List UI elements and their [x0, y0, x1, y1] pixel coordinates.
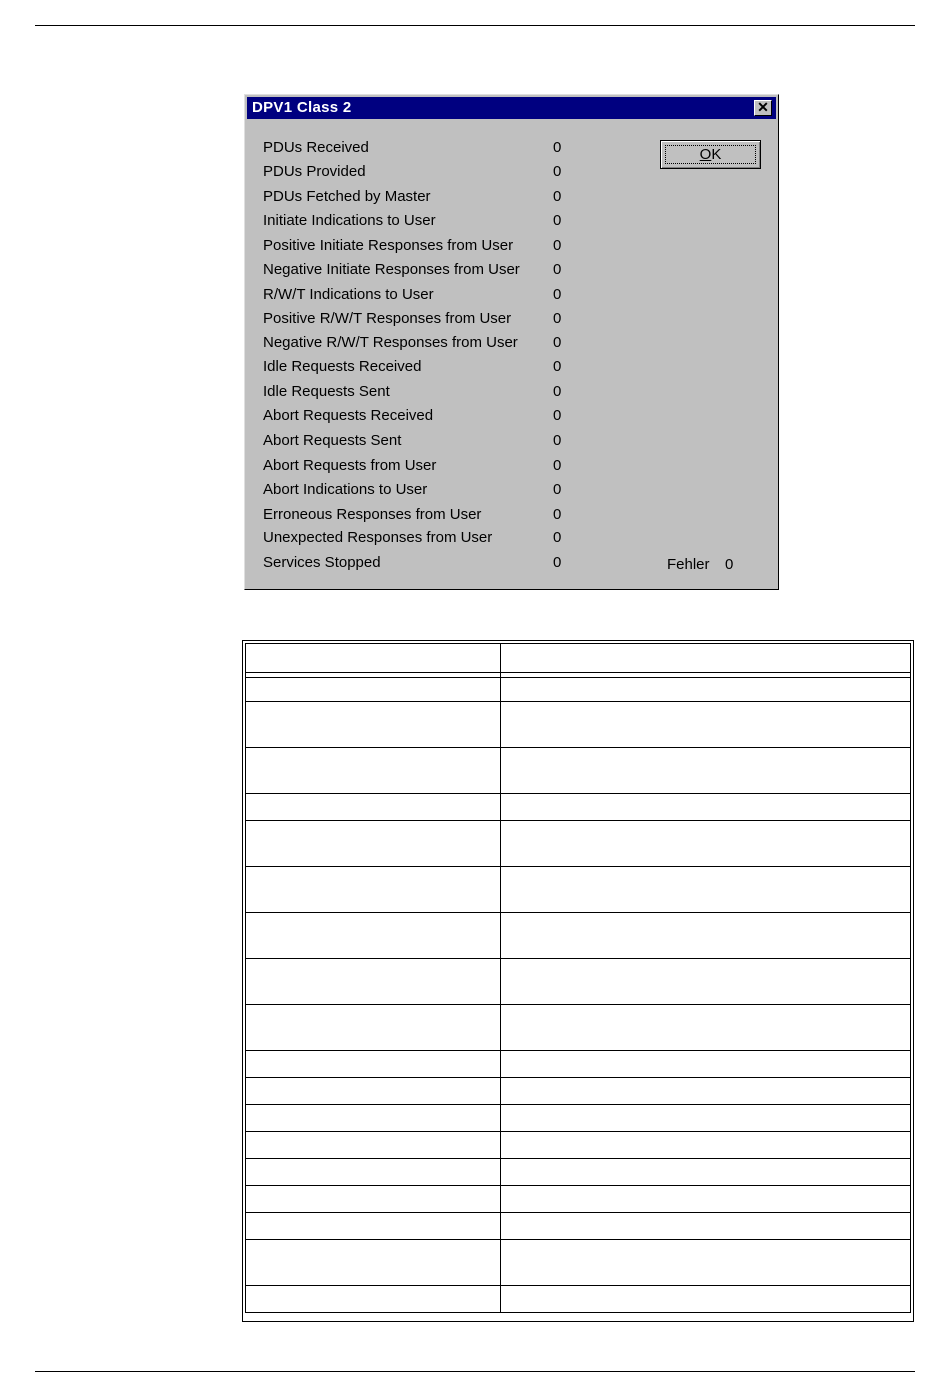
table-cell [501, 644, 911, 673]
table-cell [246, 748, 501, 794]
stat-label: Abort Requests Sent [263, 432, 402, 449]
table-cell [246, 1132, 501, 1159]
table-row [246, 867, 911, 913]
table-cell [246, 702, 501, 748]
close-button[interactable] [754, 100, 772, 116]
table-cell [501, 913, 911, 959]
description-table-grid [245, 643, 911, 1313]
table-cell [501, 1213, 911, 1240]
table-cell [501, 748, 911, 794]
table-cell [501, 1005, 911, 1051]
stat-label: Services Stopped [263, 554, 381, 571]
table-cell [501, 1159, 911, 1186]
stat-label: Initiate Indications to User [263, 212, 436, 229]
table-cell [246, 1240, 501, 1286]
stat-label: Negative Initiate Responses from User [263, 261, 520, 278]
table-row [246, 1132, 911, 1159]
table-row [246, 1005, 911, 1051]
table-cell [246, 913, 501, 959]
table-row [246, 821, 911, 867]
stat-value: 0 [553, 358, 562, 375]
stat-label: Erroneous Responses from User [263, 506, 482, 523]
stat-value: 0 [553, 334, 562, 351]
ok-label-rest: K [711, 146, 722, 163]
stat-value: 0 [553, 261, 562, 278]
table-cell [246, 794, 501, 821]
table-cell [501, 678, 911, 702]
stat-label: Positive R/W/T Responses from User [263, 310, 512, 327]
table-header-row [246, 644, 911, 673]
table-cell [501, 1240, 911, 1286]
table-row [246, 1286, 911, 1313]
table-cell [246, 959, 501, 1005]
table-cell [246, 867, 501, 913]
table-row [246, 959, 911, 1005]
table-row [246, 1105, 911, 1132]
table-cell [501, 1078, 911, 1105]
table-row [246, 913, 911, 959]
table-cell [246, 1105, 501, 1132]
table-cell [246, 1159, 501, 1186]
ok-button[interactable] [660, 140, 761, 169]
table-cell [246, 1186, 501, 1213]
table-row [246, 794, 911, 821]
stat-value: 0 [553, 310, 562, 327]
stat-value: 0 [553, 139, 562, 156]
table-row [246, 1051, 911, 1078]
stat-value: 0 [553, 407, 562, 424]
fehler-label: Fehler [667, 556, 710, 573]
table-cell [246, 1005, 501, 1051]
description-table [242, 640, 914, 1322]
stat-label: PDUs Fetched by Master [263, 188, 431, 205]
stat-value: 0 [553, 432, 562, 449]
stat-label: Abort Requests Received [263, 407, 434, 424]
table-row [246, 702, 911, 748]
stat-label: PDUs Provided [263, 163, 366, 180]
ok-button-focus [665, 145, 756, 164]
stat-value: 0 [553, 188, 562, 205]
stat-value: 0 [553, 457, 562, 474]
stat-label: Negative R/W/T Responses from User [263, 334, 518, 351]
table-cell [501, 1105, 911, 1132]
stat-value: 0 [553, 529, 562, 546]
stat-label: Abort Indications to User [263, 481, 428, 498]
table-cell [501, 867, 911, 913]
stat-label: Unexpected Responses from User [263, 529, 493, 546]
table-row [246, 1159, 911, 1186]
table-cell [501, 794, 911, 821]
table-cell [501, 821, 911, 867]
stat-value: 0 [553, 286, 562, 303]
stat-label: Abort Requests from User [263, 457, 437, 474]
table-row [246, 678, 911, 702]
table-cell [246, 644, 501, 673]
table-cell [246, 1213, 501, 1240]
table-cell [246, 1051, 501, 1078]
table-row [246, 1186, 911, 1213]
title-bar[interactable] [247, 97, 776, 119]
table-cell [246, 821, 501, 867]
fehler-counter [667, 556, 734, 573]
fehler-value: 0 [725, 556, 734, 573]
table-cell [501, 959, 911, 1005]
table-cell [246, 1286, 501, 1313]
table-cell [501, 1186, 911, 1213]
stat-label: Positive Initiate Responses from User [263, 237, 514, 254]
stat-value: 0 [553, 163, 562, 180]
table-cell [501, 702, 911, 748]
stat-value: 0 [553, 383, 562, 400]
ok-mnemonic: O [699, 146, 712, 163]
dpv1-class2-dialog [244, 94, 779, 590]
table-cell [246, 1078, 501, 1105]
bottom-rule [35, 1371, 915, 1372]
table-row [246, 1078, 911, 1105]
stat-value: 0 [553, 237, 562, 254]
stat-label: PDUs Received [263, 139, 369, 156]
stat-label: Idle Requests Received [263, 358, 422, 375]
table-cell [501, 1286, 911, 1313]
stat-value: 0 [553, 481, 562, 498]
table-row [246, 1213, 911, 1240]
table-row [246, 748, 911, 794]
table-cell [246, 678, 501, 702]
stat-value: 0 [553, 506, 562, 523]
table-cell [501, 1051, 911, 1078]
dialog-title: DPV1 Class 2 [252, 99, 352, 116]
table-cell [501, 1132, 911, 1159]
stat-label: R/W/T Indications to User [263, 286, 434, 303]
top-rule [35, 25, 915, 26]
close-icon: ✕ [757, 99, 769, 115]
stat-label: Idle Requests Sent [263, 383, 390, 400]
stat-value: 0 [553, 554, 562, 571]
stat-value: 0 [553, 212, 562, 229]
table-row [246, 1240, 911, 1286]
